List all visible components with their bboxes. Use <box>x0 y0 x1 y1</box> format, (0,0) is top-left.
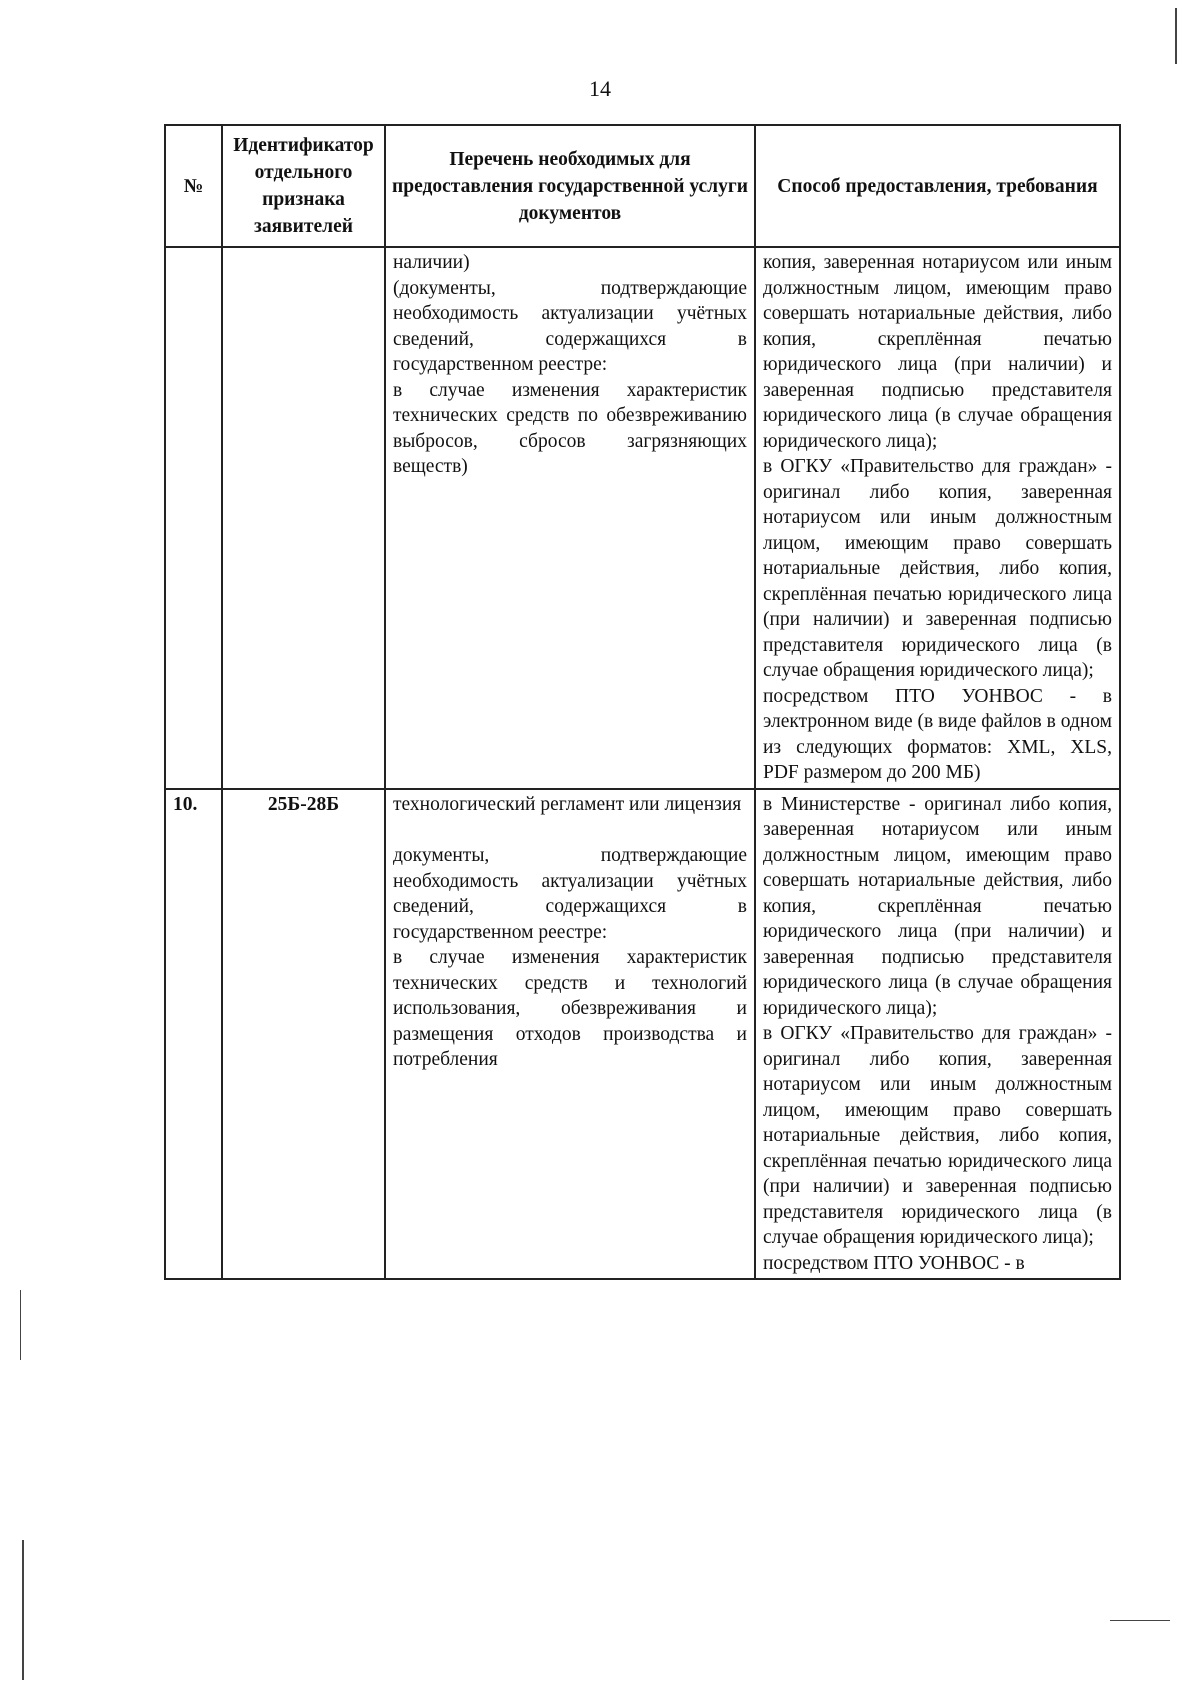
method-paragraph: копия, заверенная нотариусом или иным должностным лицом, имеющим право совершать нотариальные действия, либо копия, скреплённая печатью юридического лица (при наличии) и заверенная подписью представителя юридического лица (в случае обращения юридического лица); <box>763 252 1112 452</box>
row-num: 10. <box>165 789 222 1280</box>
scan-margin-line <box>20 1290 21 1360</box>
scan-margin-line <box>22 1540 24 1680</box>
scan-margin-line <box>1110 1620 1170 1621</box>
method-paragraph: в Министерстве - оригинал либо копия, заверенная нотариусом или иным должностным лицом, имеющим право совершать нотариальные действия, либо копия, скреплённая печатью юридического лица (при наличии) и заверенная подписью представителя юридического лица (в случае обращения юридического лица); <box>763 793 1112 1019</box>
documents-paragraph: в случае изменения характеристик технических средств по обезвреживанию выбросов, сбросов загрязняющих веществ) <box>393 379 747 477</box>
table-row <box>165 789 1120 1280</box>
documents-paragraph: технологический регламент или лицензия <box>393 793 742 815</box>
method-paragraph: в ОГКУ «Правительство для граждан» - оригинал либо копия, заверенная нотариусом или иным должностным лицом, имеющим право совершать нотариальные действия, либо копия, скреплённая печатью юридического лица (при наличии) и заверенная подписью представителя юридического лица (в случае обращения юридического лица); <box>763 456 1112 681</box>
header-num: № <box>165 125 222 247</box>
header-documents: Перечень необходимых для предоставления государственной услуги документов <box>385 125 755 247</box>
row-identifier: 25Б-28Б <box>222 789 385 1280</box>
row-documents <box>385 247 755 789</box>
documents-table <box>164 124 1121 1280</box>
page-number: 14 <box>589 76 611 101</box>
row-method <box>755 789 1120 1280</box>
documents-paragraph: документы, подтверждающие необходимость актуализации учётных сведений, содержащихся в государственном реестре: <box>393 845 747 943</box>
row-documents <box>385 789 755 1280</box>
header-identifier: Идентификатор отдельного признака заявителей <box>222 125 385 247</box>
method-paragraph: посредством ПТО УОНВОС - в <box>763 1252 1025 1274</box>
table-header-row <box>165 125 1120 247</box>
documents-paragraph: наличии) <box>393 252 470 273</box>
row-num <box>165 247 222 789</box>
row-identifier <box>222 247 385 789</box>
method-paragraph: посредством ПТО УОНВОС - в электронном виде (в виде файлов в одном из следующих форматов: XML, XLS, PDF размером до 200 МБ) <box>763 685 1112 783</box>
scan-margin-line <box>1175 8 1177 64</box>
paragraph-gap <box>393 817 747 843</box>
table-row <box>165 247 1120 789</box>
method-paragraph: в ОГКУ «Правительство для граждан» - оригинал либо копия, заверенная нотариусом или иным должностным лицом, имеющим право совершать нотариальные действия, либо копия, скреплённая печатью юридического лица (при наличии) и заверенная подписью представителя юридического лица (в случае обращения юридического лица); <box>763 1023 1112 1248</box>
documents-paragraph: (документы, подтверждающие необходимость актуализации учётных сведений, содержащихся в государственном реестре: <box>393 277 747 375</box>
documents-paragraph: в случае изменения характеристик технических средств и технологий использования, обезвреживания и размещения отходов производства и потребления <box>393 947 747 1070</box>
row-method <box>755 247 1120 789</box>
header-method: Способ предоставления, требования <box>755 125 1120 247</box>
